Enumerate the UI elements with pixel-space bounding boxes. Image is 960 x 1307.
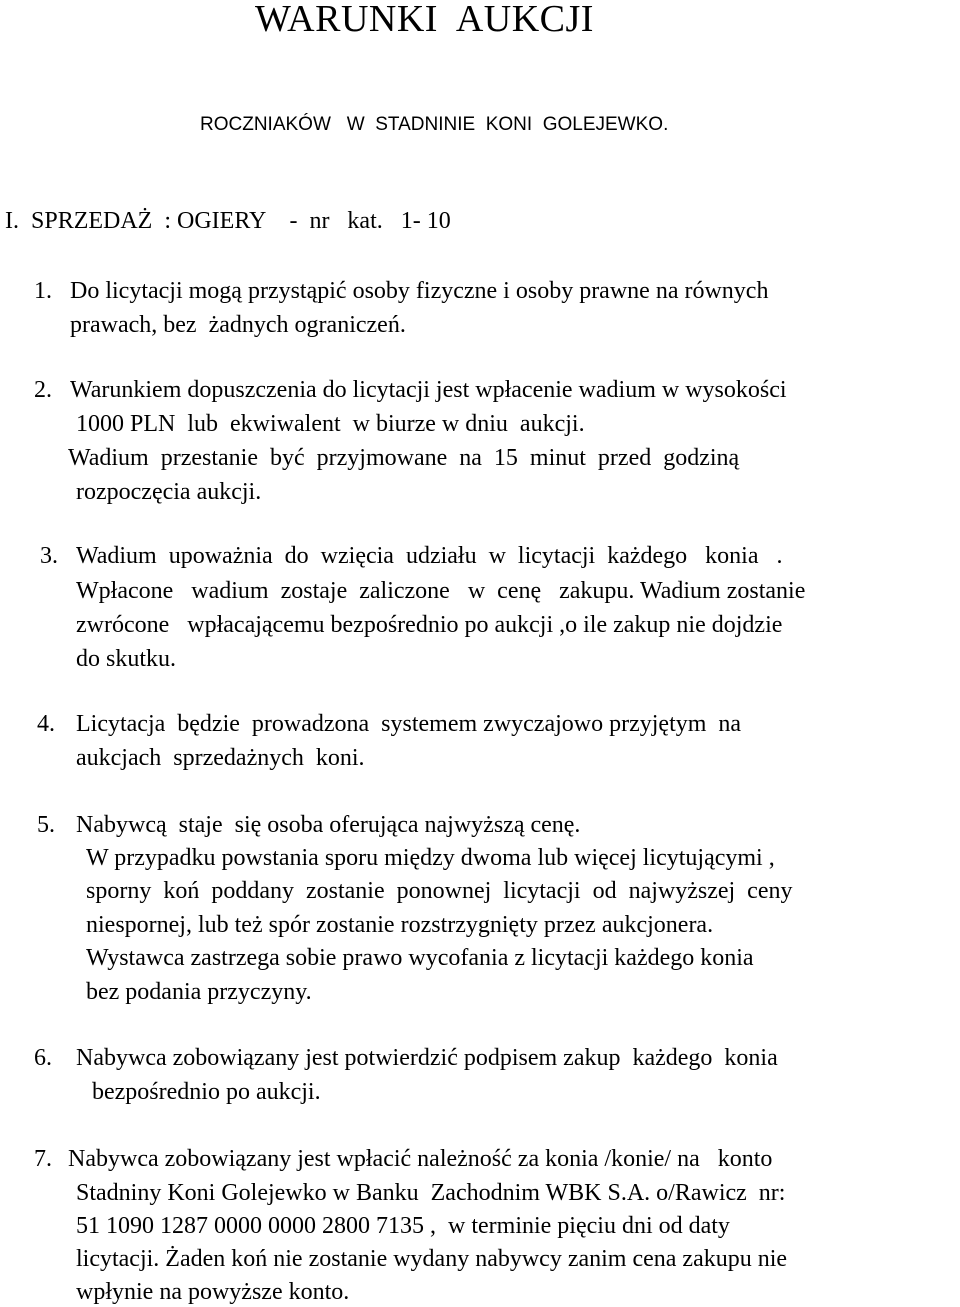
item-5-line-4: niespornej, lub też spór zostanie rozstrzygnięty przez aukcjonera. (86, 912, 714, 938)
item-7-line-4: licytacji. Żaden koń nie zostanie wydany nabywcy zanim cena zakupu nie (76, 1246, 788, 1272)
item-7-line-2: Stadniny Koni Golejewko w Banku Zachodnim WBK S.A. o/Rawicz nr: (76, 1180, 786, 1206)
item-3-number: 3. (40, 543, 58, 569)
page-title: WARUNKI AUKCJI (255, 0, 594, 40)
item-3-line-3: zwrócone wpłacającemu bezpośrednio po aukcji ,o ile zakup nie dojdzie (76, 612, 783, 638)
item-1-line-2: prawach, bez żadnych ograniczeń. (70, 312, 406, 338)
item-5-line-1: Nabywcą staje się osoba oferująca najwyższą cenę. (76, 812, 581, 838)
item-4-line-1: Licytacja będzie prowadzona systemem zwyczajowo przyjętym na (76, 711, 742, 737)
item-6-number: 6. (34, 1045, 52, 1071)
item-2-line-1: Warunkiem dopuszczenia do licytacji jest wpłacenie wadium w wysokości (70, 377, 787, 403)
item-2-line-2: 1000 PLN lub ekwiwalent w biurze w dniu aukcji. (76, 411, 585, 437)
item-2-line-3: Wadium przestanie być przyjmowane na 15 minut przed godziną (68, 445, 740, 471)
item-5-line-2: W przypadku powstania sporu między dwoma lub więcej licytującymi , (86, 845, 775, 871)
item-7-line-1: Nabywca zobowiązany jest wpłacić należność za konia /konie/ na konto (68, 1146, 773, 1172)
page-subtitle: ROCZNIAKÓW W STADNINIE KONI GOLEJEWKO. (200, 114, 669, 135)
item-3-line-1: Wadium upoważnia do wzięcia udziału w licytacji każdego konia . (76, 543, 783, 569)
item-5-number: 5. (37, 812, 55, 838)
item-7-line-5: wpłynie na powyższe konto. (76, 1279, 350, 1305)
item-4-line-2: aukcjach sprzedażnych koni. (76, 745, 365, 771)
item-5-line-6: bez podania przyczyny. (86, 979, 312, 1005)
item-6-line-2: bezpośrednio po aukcji. (92, 1079, 321, 1105)
item-3-line-2: Wpłacone wadium zostaje zaliczone w cenę zakupu. Wadium zostanie (76, 578, 806, 604)
item-4-number: 4. (37, 711, 55, 737)
item-5-line-5: Wystawca zastrzega sobie prawo wycofania z licytacji każdego konia (86, 945, 754, 971)
item-1-number: 1. (34, 278, 52, 304)
item-3-line-4: do skutku. (76, 646, 177, 672)
section-heading: I. SPRZEDAŻ : OGIERY - nr kat. 1- 10 (5, 208, 451, 234)
item-1-line-1: Do licytacji mogą przystąpić osoby fizyczne i osoby prawne na równych (70, 278, 769, 304)
item-2-line-4: rozpoczęcia aukcji. (76, 479, 262, 505)
item-7-number: 7. (34, 1146, 52, 1172)
item-6-line-1: Nabywca zobowiązany jest potwierdzić podpisem zakup każdego konia (76, 1045, 778, 1071)
item-7-line-3: 51 1090 1287 0000 0000 2800 7135 , w terminie pięciu dni od daty (76, 1213, 730, 1239)
item-2-number: 2. (34, 377, 52, 403)
item-5-line-3: sporny koń poddany zostanie ponownej licytacji od najwyższej ceny (86, 878, 793, 904)
